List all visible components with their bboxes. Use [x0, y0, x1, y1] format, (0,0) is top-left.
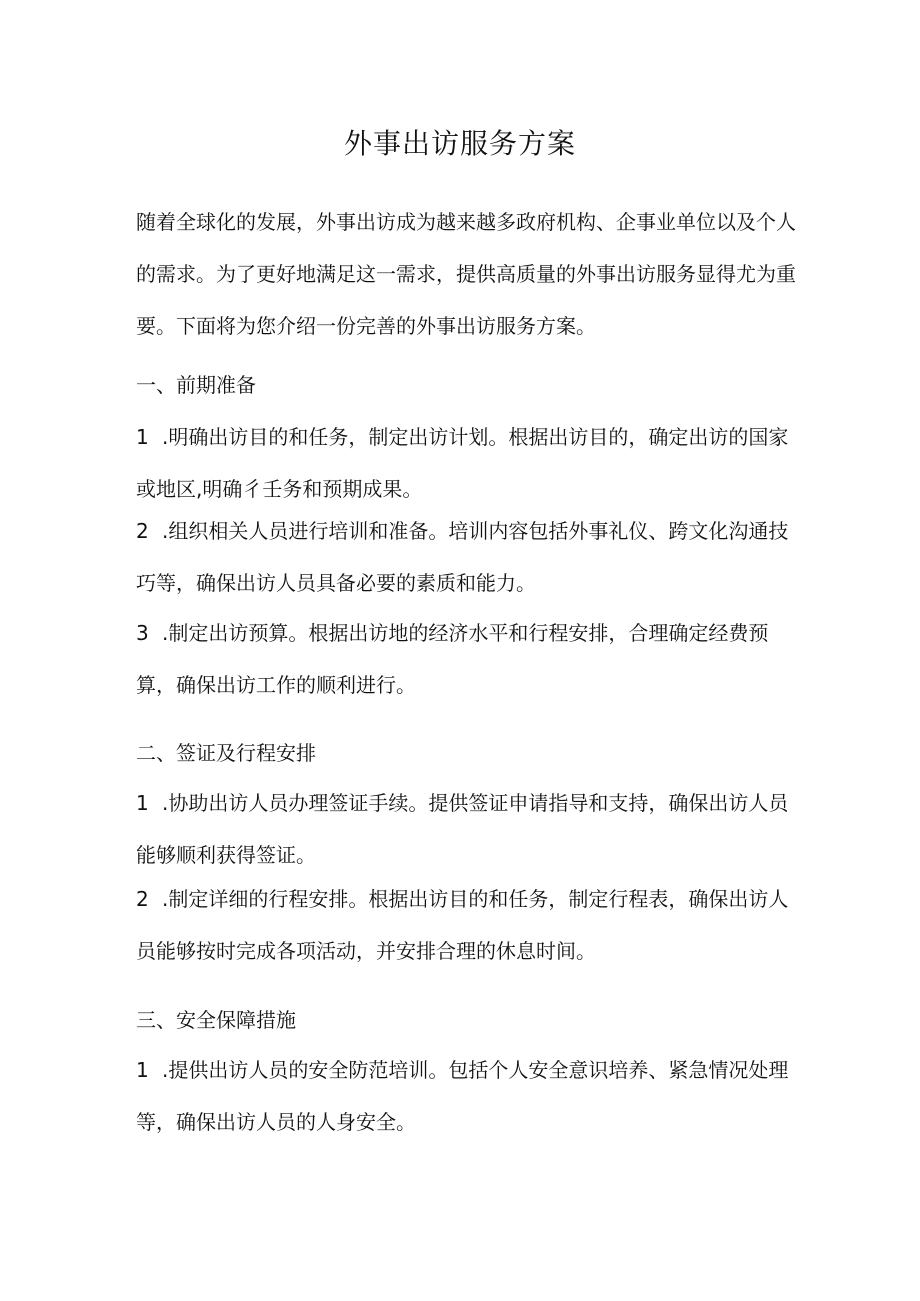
item-text: .制定详细的行程安排。根据出访目的和任务，制定行程表，确保出访人员能够按时完成各项活动，并安排合理的休息时间。	[136, 887, 789, 963]
section-heading-3: 三、安全保障措施	[136, 1008, 296, 1032]
item-text: .协助出访人员办理签证手续。提供签证申请指导和支持，确保出访人员能够顺利获得签证。	[136, 791, 789, 867]
item-number: 1	[136, 1058, 149, 1082]
list-item	[136, 777, 796, 881]
section-heading-1: 一、前期准备	[136, 373, 256, 397]
item-text: .明确出访目的和任务，制定出访计划。根据出访目的，确定出访的国家或地区,明确彳壬务和预期成果。	[136, 425, 789, 501]
item-number: 1	[136, 425, 149, 449]
item-number: 2	[136, 887, 149, 911]
item-text: .提供出访人员的安全防范培训。包括个人安全意识培养、紧急情况处理等，确保出访人员的人身安全。	[136, 1058, 789, 1134]
list-item	[136, 873, 796, 977]
list-item	[136, 411, 796, 515]
section-heading-2: 二、签证及行程安排	[136, 741, 316, 765]
item-text: .制定出访预算。根据出访地的经济水平和行程安排，合理确定经费预算，确保出访工作的顺利进行。	[136, 621, 769, 697]
intro-paragraph: 随着全球化的发展，外事出访成为越来越多政府机构、企事业单位以及个人的需求。为了更好地满足这一需求，提供高质量的外事出访服务显得尤为重要。下面将为您介绍一份完善的外事出访服务方案。	[136, 210, 796, 338]
document-title: 外事出访服务方案	[343, 127, 576, 160]
item-number: 1	[136, 791, 149, 815]
list-item	[136, 607, 796, 711]
list-item	[136, 505, 796, 609]
item-number: 2	[136, 519, 149, 543]
list-item	[136, 1044, 796, 1148]
item-number: 3	[136, 621, 149, 645]
item-text: .组织相关人员进行培训和准备。培训内容包括外事礼仪、跨文化沟通技巧等，确保出访人员具备必要的素质和能力。	[136, 519, 789, 595]
